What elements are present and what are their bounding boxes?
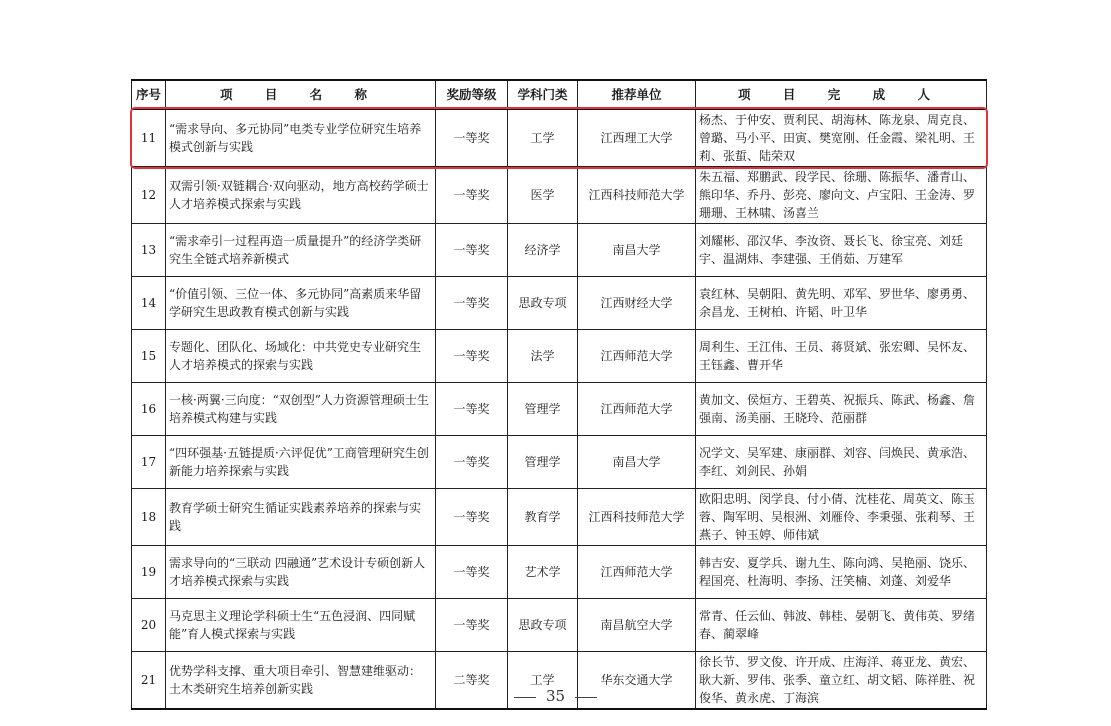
- award-level: 一等奖: [436, 489, 508, 546]
- project-name: 双需引领·双链耦合·双向驱动，地方高校药学硕士人才培养模式探索与实践: [166, 167, 436, 224]
- award-level: 一等奖: [436, 383, 508, 436]
- project-members: 常青、任云仙、韩波、韩桂、晏朝飞、黄伟英、罗绪春、蔺翠峰: [696, 599, 987, 652]
- award-level: 一等奖: [436, 546, 508, 599]
- award-level: 一等奖: [436, 277, 508, 330]
- project-members: 周利生、王江伟、王员、蒋贤斌、张宏卿、吴怀友、王钰鑫、曹开华: [696, 330, 987, 383]
- row-no: 14: [132, 277, 166, 330]
- recommending-unit: 江西理工大学: [578, 109, 696, 167]
- project-members: 朱五福、郑鹏武、段学民、徐珊、陈振华、潘青山、熊印华、乔丹、彭亮、廖向文、卢宝阳、王金涛、罗珊珊、王林啸、汤喜兰: [696, 167, 987, 224]
- table-row: [132, 224, 987, 277]
- header-row: [132, 80, 987, 109]
- row-no: 11: [132, 109, 166, 167]
- recommending-unit: 江西财经大学: [578, 277, 696, 330]
- project-name: “需求牵引一过程再造一质量提升”的经济学类研究生全链式培养新模式: [166, 224, 436, 277]
- recommending-unit: 江西科技师范大学: [578, 167, 696, 224]
- row-no: 13: [132, 224, 166, 277]
- header-members: 项 目 完 成 人: [696, 80, 987, 109]
- footer-dash-right: [575, 697, 597, 698]
- row-no: 12: [132, 167, 166, 224]
- table-row: [132, 109, 987, 167]
- award-level: 二等奖: [436, 652, 508, 710]
- table-row: [132, 546, 987, 599]
- header-project: 项 目 名 称: [166, 80, 436, 109]
- table-row: [132, 599, 987, 652]
- recommending-unit: 南昌大学: [578, 436, 696, 489]
- project-name: 马克思主义理论学科硕士生“五色浸润、四同赋能”育人模式探索与实践: [166, 599, 436, 652]
- project-members: 杨杰、于仲安、贾利民、胡海林、陈龙泉、周克良、曾璐、马小平、田寅、樊宽刚、任金霞、梁礼明、王莉、张蜇、陆荣双: [696, 109, 987, 167]
- award-level: 一等奖: [436, 167, 508, 224]
- discipline: 管理学: [508, 383, 578, 436]
- project-name: 教育学硕士研究生循证实践素养培养的探索与实践: [166, 489, 436, 546]
- header-no: 序号: [132, 80, 166, 109]
- discipline: 工学: [508, 109, 578, 167]
- project-members: 徐长节、罗文俊、许开成、庄海洋、蒋亚龙、黄宏、耿大新、罗伟、张季、童立红、胡文韬、陈祥胜、祝俊华、黄永虎、丁海滨: [696, 652, 987, 710]
- table-row: [132, 167, 987, 224]
- page-number: 35: [545, 687, 566, 705]
- header-level: 奖励等级: [436, 80, 508, 109]
- row-no: 17: [132, 436, 166, 489]
- recommending-unit: 江西师范大学: [578, 546, 696, 599]
- discipline: 经济学: [508, 224, 578, 277]
- project-members: 欧阳忠明、闵学良、付小倩、沈桂花、周英文、陈玉蓉、陶军明、吴根洲、刘雁伶、李秉强、张莉琴、王燕子、钟玉婷、师伟斌: [696, 489, 987, 546]
- project-name: 专题化、团队化、场域化：中共党史专业研究生人才培养模式的探索与实践: [166, 330, 436, 383]
- row-no: 15: [132, 330, 166, 383]
- row-no: 20: [132, 599, 166, 652]
- table-row: [132, 489, 987, 546]
- project-members: 况学文、吴军建、康丽群、刘容、闫焕民、黄承浩、李红、刘剑民、孙娟: [696, 436, 987, 489]
- award-level: 一等奖: [436, 224, 508, 277]
- project-name: 优势学科支撑、重大项目牵引、智慧建维驱动：土木类研究生培养创新实践: [166, 652, 436, 710]
- discipline: 管理学: [508, 436, 578, 489]
- project-members: 刘耀彬、邵汉华、李汝资、聂长飞、徐宝亮、刘廷宇、温湖炜、李建强、王俏茹、万建军: [696, 224, 987, 277]
- discipline: 艺术学: [508, 546, 578, 599]
- discipline: 医学: [508, 167, 578, 224]
- header-discipline: 学科门类: [508, 80, 578, 109]
- discipline: 法学: [508, 330, 578, 383]
- table-row: [132, 330, 987, 383]
- project-members: 黄加文、侯烜方、王碧英、祝振兵、陈武、杨鑫、詹强南、汤美丽、王晓玲、范丽群: [696, 383, 987, 436]
- recommending-unit: 江西师范大学: [578, 383, 696, 436]
- project-name: 一核·两翼·三向度：“双创型”人力资源管理硕士生培养模式构建与实践: [166, 383, 436, 436]
- header-unit: 推荐单位: [578, 80, 696, 109]
- discipline: 工学: [508, 652, 578, 710]
- row-no: 16: [132, 383, 166, 436]
- row-no: 21: [132, 652, 166, 710]
- award-level: 一等奖: [436, 599, 508, 652]
- project-name: “需求导向、多元协同”电类专业学位研究生培养模式创新与实践: [166, 109, 436, 167]
- table-row: [132, 383, 987, 436]
- recommending-unit: 江西科技师范大学: [578, 489, 696, 546]
- recommending-unit: 华东交通大学: [578, 652, 696, 710]
- award-level: 一等奖: [436, 436, 508, 489]
- discipline: 思政专项: [508, 599, 578, 652]
- table-row: [132, 436, 987, 489]
- table-row: [132, 277, 987, 330]
- award-level: 一等奖: [436, 330, 508, 383]
- row-no: 19: [132, 546, 166, 599]
- project-members: 韩吉安、夏学兵、谢九生、陈向鸿、吴艳丽、饶乐、程国亮、杜海明、李扬、汪笑楠、刘蓬、刘爱华: [696, 546, 987, 599]
- recommending-unit: 南昌航空大学: [578, 599, 696, 652]
- page-footer: [0, 687, 1111, 705]
- recommending-unit: 南昌大学: [578, 224, 696, 277]
- footer-dash-left: [514, 697, 536, 698]
- discipline: 思政专项: [508, 277, 578, 330]
- discipline: 教育学: [508, 489, 578, 546]
- award-level: 一等奖: [436, 109, 508, 167]
- awards-table: [131, 79, 987, 710]
- project-members: 袁红林、吴朝阳、黄先明、邓军、罗世华、廖勇勇、余昌龙、王树柏、许韬、叶卫华: [696, 277, 987, 330]
- project-name: “价值引领、三位一体、多元协同”高素质来华留学研究生思政教育模式创新与实践: [166, 277, 436, 330]
- recommending-unit: 江西师范大学: [578, 330, 696, 383]
- project-name: 需求导向的“三联动 四融通”艺术设计专硕创新人才培养模式探索与实践: [166, 546, 436, 599]
- row-no: 18: [132, 489, 166, 546]
- project-name: “四环强基·五链提质·六评促优”工商管理研究生创新能力培养探索与实践: [166, 436, 436, 489]
